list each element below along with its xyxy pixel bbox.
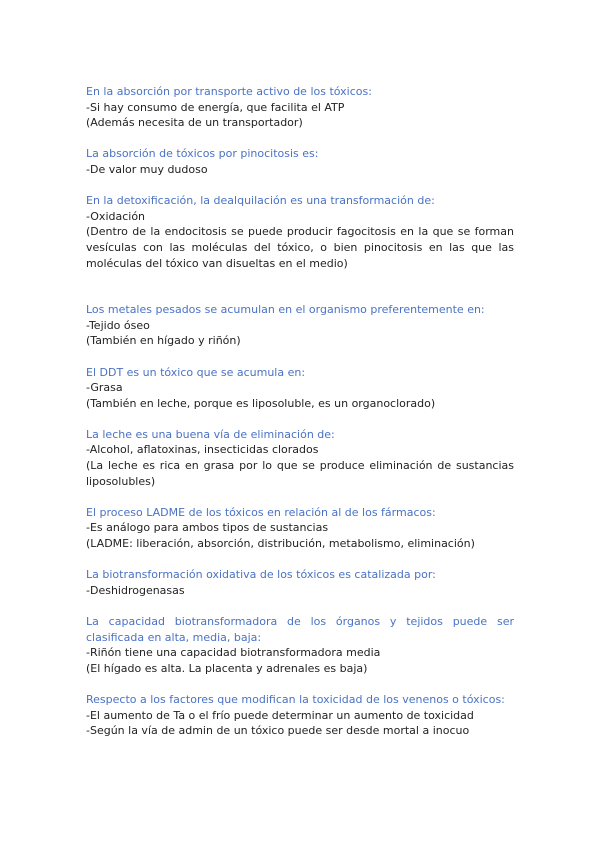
qa-block-ddt bbox=[86, 365, 514, 412]
answer-note: (También en leche, porque es liposoluble, es un organoclorado) bbox=[86, 396, 436, 410]
qa-block-leche bbox=[86, 427, 514, 489]
question-text: En la absorción por transporte activo de los tóxicos: bbox=[86, 85, 372, 98]
qa-block-metales-pesados bbox=[86, 302, 514, 349]
qa-block-ladme bbox=[86, 505, 514, 552]
qa-block-capacidad-biotransformadora bbox=[86, 614, 514, 676]
answer-line: -Riñón tiene una capacidad biotransformadora media bbox=[86, 646, 381, 660]
answer-line: -Es análogo para ambos tipos de sustancias bbox=[86, 521, 329, 535]
qa-block-factores-toxicidad bbox=[86, 692, 514, 739]
answer-line: -De valor muy dudoso bbox=[86, 162, 208, 176]
question-text: La leche es una buena vía de eliminación de: bbox=[86, 427, 335, 441]
answer-line: -Grasa bbox=[86, 381, 123, 395]
answer-note: (También en hígado y riñón) bbox=[86, 334, 241, 348]
answer-note: (Dentro de la endocitosis se puede producir fagocitosis en la que se forman vesículas con las moléculas del tóxico, o bien pinocitosis en las que las moléculas del tóxico van disueltas en el medio) bbox=[86, 225, 514, 270]
question-text: La absorción de tóxicos por pinocitosis es: bbox=[86, 147, 319, 161]
answer-note: (LADME: liberación, absorción, distribución, metabolismo, eliminación) bbox=[86, 537, 475, 551]
answer-line: -Según la vía de admin de un tóxico puede ser desde mortal a inocuo bbox=[86, 724, 470, 738]
answer-note: (El hígado es alta. La placenta y adrenales es baja) bbox=[86, 661, 368, 675]
question-text: La biotransformación oxidativa de los tóxicos es catalizada por: bbox=[86, 568, 436, 582]
question-text: El DDT es un tóxico que se acumula en: bbox=[86, 365, 306, 379]
answer-line: -Si hay consumo de energía, que facilita el ATP bbox=[86, 100, 345, 114]
question-text: En la detoxificación, la dealquilación es una transformación de: bbox=[86, 194, 435, 208]
document-page bbox=[86, 84, 514, 754]
answer-line: -Oxidación bbox=[86, 209, 146, 223]
answer-line: -Deshidrogenasas bbox=[86, 583, 185, 597]
question-text: Respecto a los factores que modifican la toxicidad de los venenos o tóxicos: bbox=[86, 692, 505, 706]
qa-block-pinocitosis bbox=[86, 146, 514, 177]
question-text: El proceso LADME de los tóxicos en relación al de los fármacos: bbox=[86, 505, 436, 519]
qa-block-dealquilacion bbox=[86, 193, 514, 271]
answer-line: -Alcohol, aflatoxinas, insecticidas clorados bbox=[86, 443, 319, 457]
answer-line: -Tejido óseo bbox=[86, 318, 150, 332]
question-text: Los metales pesados se acumulan en el organismo preferentemente en: bbox=[86, 303, 485, 317]
answer-line: -El aumento de Ta o el frío puede determinar un aumento de toxicidad bbox=[86, 708, 474, 722]
qa-block-absorcion-transporte-activo bbox=[86, 84, 514, 131]
answer-note: (La leche es rica en grasa por lo que se produce eliminación de sustancias liposolubles) bbox=[86, 459, 514, 488]
answer-note: (Además necesita de un transportador) bbox=[86, 116, 303, 130]
question-text: La capacidad biotransformadora de los órganos y tejidos puede ser clasificada en alta, media, baja: bbox=[86, 615, 514, 644]
qa-block-biotransformacion-oxidativa bbox=[86, 567, 514, 598]
